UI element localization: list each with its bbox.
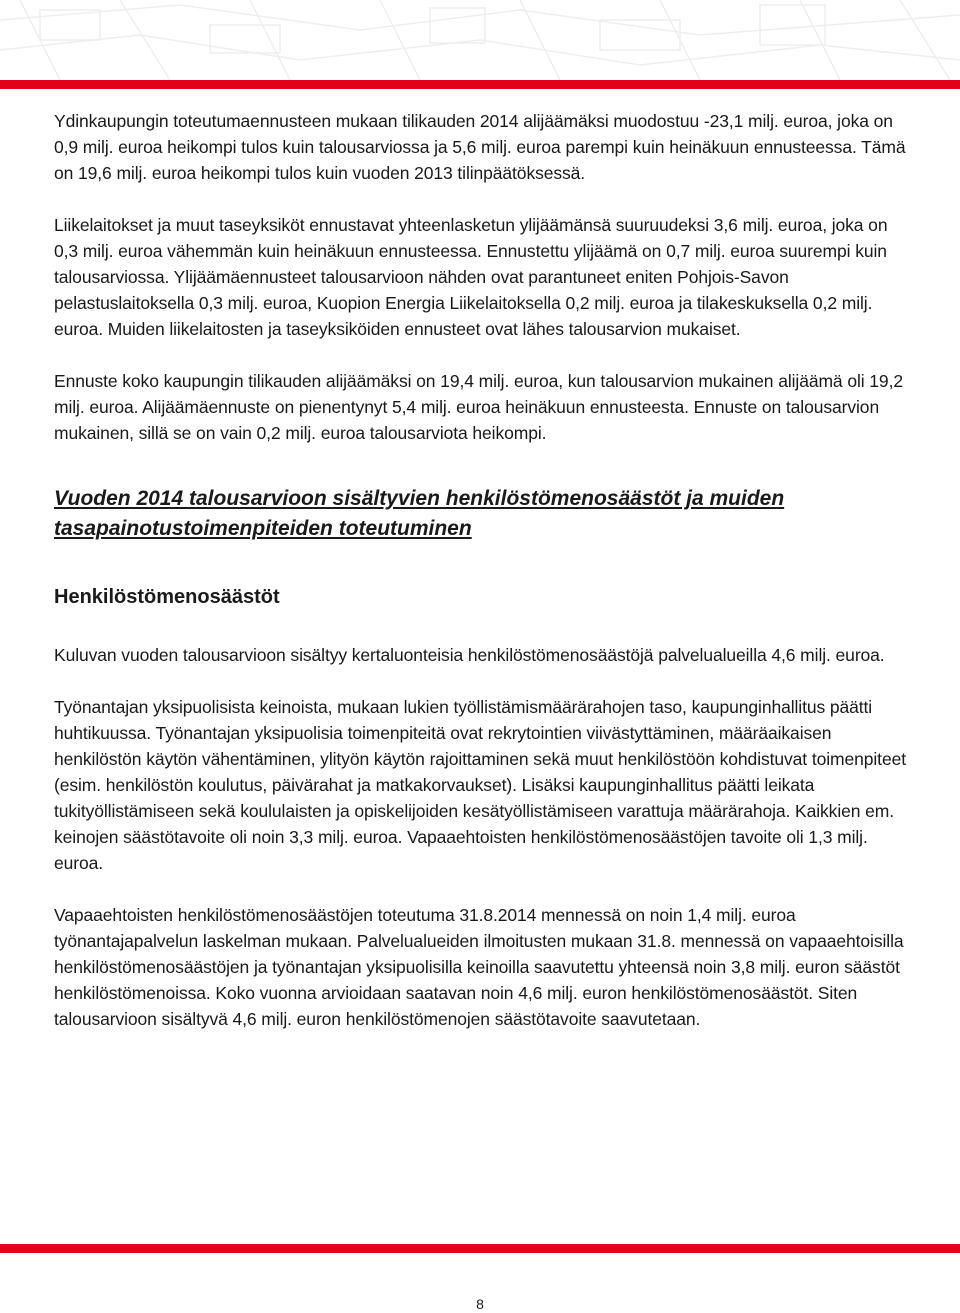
paragraph-savings-target: Kuluvan vuoden talousarvioon sisältyy kertaluonteisia henkilöstömenosäästöjä palvelualueilla 4,6 milj. euroa.: [54, 645, 885, 665]
paragraph-enterprises-surplus: Liikelaitokset ja muut taseyksiköt ennustavat yhteenlasketun ylijäämänsä suuruudeksi 3,6 milj. euroa, joka on 0,3 milj. euroa vähemmän kuin heinäkuun ennusteessa. Ennustettu ylijäämä on 0,7 milj. euroa suurempi kuin talousarviossa. Ylijäämäennusteet talousarvioon nähden ovat parantuneet eniten Pohjois-Savon pelastuslaitoksella 0,3 milj. euroa, Kuopion Energia Liikelaitoksella 0,2 milj. euroa ja tilakeskuksella 0,2 milj. euroa. Muiden liikelaitosten ja taseyksiköiden ennusteet ovat lähes talousarvion mukaiset.: [54, 215, 888, 339]
paragraph-voluntary-savings: Vapaaehtoisten henkilöstömenosäästöjen toteutuma 31.8.2014 mennessä on noin 1,4 milj. euroa työnantajapalvelun laskelman mukaan. Palvelualueiden ilmoitusten mukaan 31.8. mennessä on vapaaehtoisilla henkilöstömenosäästöjen ja työnantajan yksipuolisilla keinoilla saavutettu yhteensä noin 3,8 milj. euron säästöt henkilöstömenoissa. Koko vuonna arvioidaan saatavan noin 4,6 milj. euron henkilöstömenosäästöt. Siten talousarvioon sisältyvä 4,6 milj. euron henkilöstömenojen säästötavoite saavutetaan.: [54, 905, 904, 1029]
paragraph-whole-city-deficit: Ennuste koko kaupungin tilikauden alijäämäksi on 19,4 milj. euroa, kun talousarvion mukainen alijäämä oli 19,2 milj. euroa. Alijäämäennuste on pienentynyt 5,4 milj. euroa heinäkuun ennusteesta. Ennuste on talousarvion mukainen, sillä se on vain 0,2 milj. euroa talousarviota heikompi.: [54, 371, 903, 443]
top-accent-bar: [0, 80, 960, 89]
header-watermark-pattern: [0, 0, 960, 120]
subsection-title: Henkilöstömenosäästöt: [54, 586, 280, 608]
document-body: [54, 108, 906, 1032]
page-number: 8: [476, 1296, 484, 1312]
bottom-accent-bar: [0, 1244, 960, 1253]
paragraph-core-city-forecast: Ydinkaupungin toteutumaennusteen mukaan tilikauden 2014 alijäämäksi muodostuu -23,1 milj. euroa, joka on 0,9 milj. euroa heikompi tulos kuin talousarviossa ja 5,6 milj. euroa parempi kuin heinäkuun ennusteessa. Tämä on 19,6 milj. euroa heikompi tulos kuin vuoden 2013 tilinpäätöksessä.: [54, 111, 906, 183]
paragraph-employer-measures: Työnantajan yksipuolisista keinoista, mukaan lukien työllistämismäärärahojen taso, kaupunginhallitus päätti huhtikuussa. Työnantajan yksipuolisia toimenpiteitä ovat rekrytointien viivästyttäminen, määräaikaisen henkilöstön käytön vähentäminen, ylityön käytön rajoittaminen sekä muut henkilöstöön kohdistuvat toimenpiteet (esim. henkilöstön koulutus, päivärahat ja matkakorvaukset). Lisäksi kaupunginhallitus päätti leikata tukityöllistämiseen sekä koululaisten ja opiskelijoiden kesätyöllistämiseen varattuja määrärahoja. Kaikkien em. keinojen säästötavoite oli noin 3,3 milj. euroa. Vapaaehtoisten henkilöstömenosäästöjen tavoite oli 1,3 milj. euroa.: [54, 697, 906, 873]
section-title: Vuoden 2014 talousarvioon sisältyvien henkilöstömenosäästöt ja muiden tasapainotustoimenpiteiden toteutuminen: [54, 487, 785, 540]
